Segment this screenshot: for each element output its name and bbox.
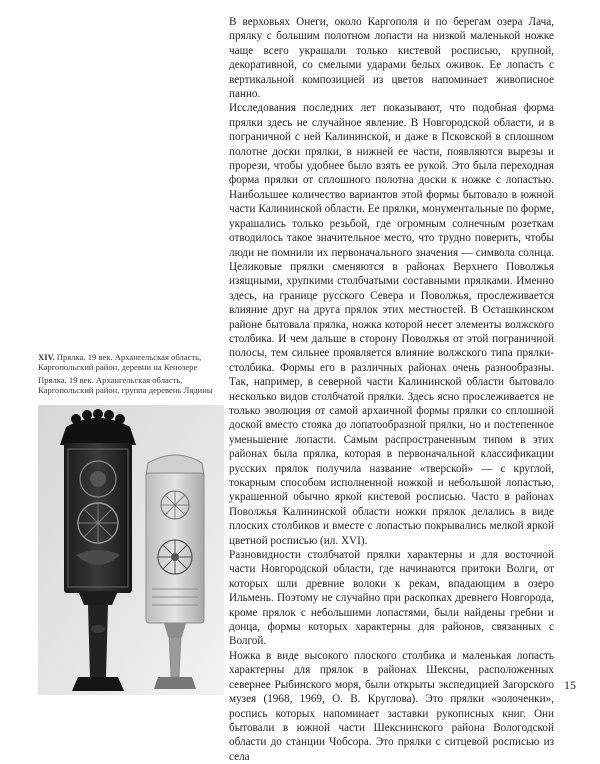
paragraph-4: Ножка в виде высокого плоского столбика и маленькая лопасть характерны для прялок в районах Шексны, расположенных севернее Рыбинского моря, были открыты экспедицией Загорского музея (1968, 1969, О. В. Круглова). Это прялки «золоченки», роспись которых напоминает заставки рукописных книг. Они бытовали в южной части Шекснинского района Вологодской области до станции Чобсора. Это прялки с ситцевой росписью из села (229, 649, 554, 763)
page-number: 15 (564, 678, 576, 692)
caption-line-2: Прялка. 19 век. Архангельская область, Каргопольский район, группа деревень Лядины (38, 375, 213, 395)
caption-number: XIV. (38, 352, 55, 362)
caption-text-1: Прялка. 19 век. Архангельская область, Каргопольский район, деревни на Кенозере (38, 352, 202, 372)
spinning-distaff-photo (38, 405, 224, 695)
caption-line-1 (38, 352, 216, 372)
distaff-illustration-icon (38, 405, 224, 695)
paragraph-1: В верховьях Онеги, около Каргополя и по берегам озера Лача, прялку с большим полотном лопасти на низкой маленькой ножке чаще всего украшали только кистевой росписью, крупной, декоративной, со смелыми ударами белых оживок. Ее лопасть с вертикальной композицией из цветов напоминает живописное панно. (229, 16, 554, 101)
figure-caption (38, 352, 216, 398)
paragraph-3: Разновидности столбчатой прялки характерны и для восточной части Новгородской области, где начинаются притоки Волги, от которых шли древние волоки к рекам, впадающим в озеро Ильмень. Поэтому не случайно при раскопках древнего Новгорода, кроме прялок с небольшими лопастями, были найдены гребни и донца, формы которых характерны для районов, связанных с Волгой. (229, 549, 554, 648)
body-text (229, 15, 554, 764)
paragraph-2: Исследования последних лет показывают, что подобная форма прялки здесь не случайное явление. В Новгородской области, и в пограничной с ней Калининской, и даже в Псковской в сплошном полотне доски прялки, в нижней ее части, появляются вырезы и прорези, чтобы удобнее было взять ее рукой. Это была переходная форма прялки от сплошного полотна доски к ножке с лопастью. Наибольшее количество вариантов этой формы бытовало в южной части Калининской области. Ее прялки, монументальные по форме, украшались только резьбой, где огромным солнечным розеткам отводилось такое значительное место, что трудно поверить, чтобы люди не помнили их первоначального значения — символа солнца. Целиковые прялки сменяются в районах Верхнего Поволжья изящными, хрупкими столбчатыми составными прялками. Именно здесь, на границе русского Севера и Поволжья, прослеживается влияние друг на друга прялок этих местностей. В Осташкинском районе бытовала прялка, ножка которой несет элементы волжского столбика. И чем дальше в сторону Поволжья от этой пограничной полосы, тем сильнее проявляется влияние волжского типа прялки-столбика. Формы его в различных районах очень разнообразны. Так, например, в северной части Калининской области бытовало несколько видов столбчатой прялки. Здесь ясно прослеживается не только эволюция от самой архаичной формы прялки со сплошной доской вместо стояка до лопатообразной прялки, но и постепенное уменьшение лопасти. Самым распространенным типом в этих районах была прялка, которая в первоначальной классификации русских прялок получила название «тверской» — с круглой, токарным способом исполненной ножкой и небольшой лопастью, украшенной обычно яркой кистевой росписью. Часто в районах Поволжья Калининской области ножки прялок делались в виде плоских столбиков и вместе с лопастью покрывались мелкой яркой цветной росписью (ил. XVI). (229, 102, 554, 547)
